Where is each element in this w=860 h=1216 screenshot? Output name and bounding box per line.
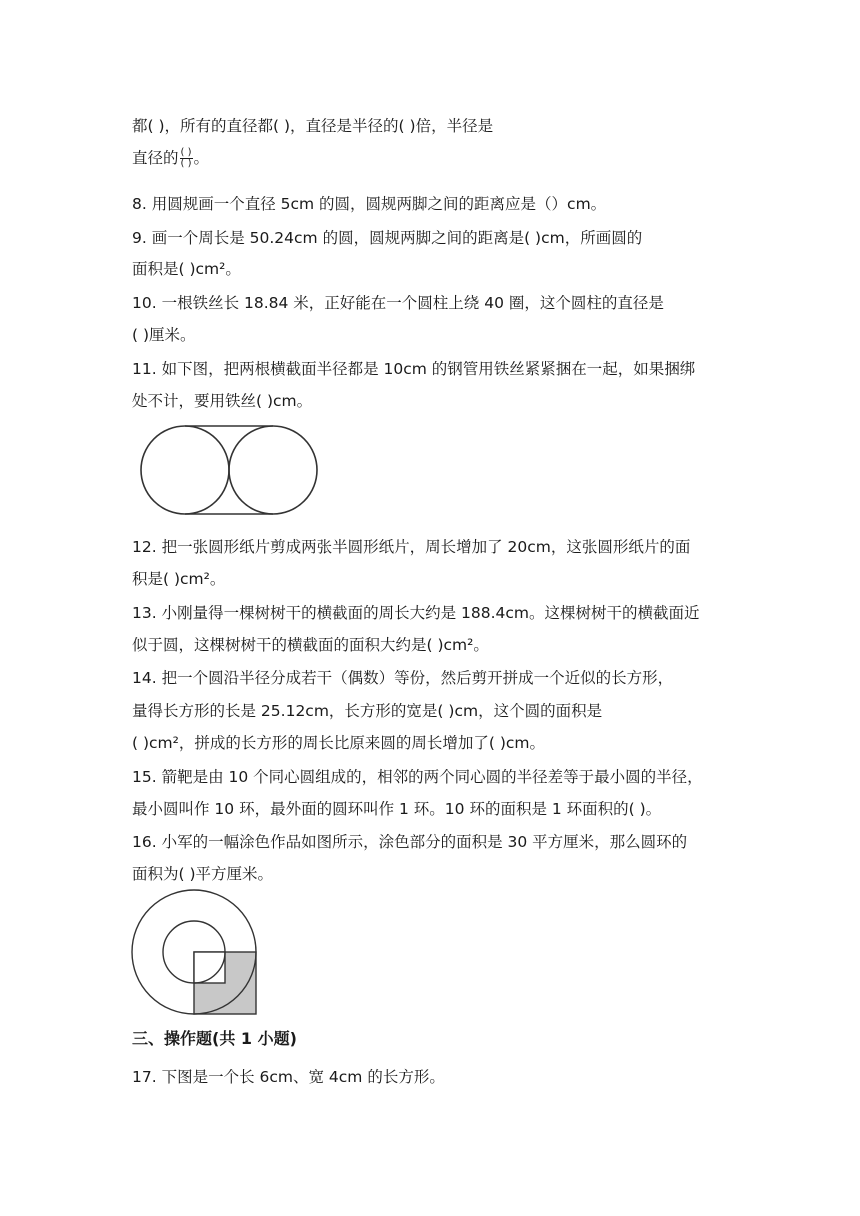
q13-line-2: 似于圆，这棵树树干的横截面的面积大约是( )cm²。 [132,636,489,654]
q17-line-1: 17. 下图是一个长 6cm、宽 4cm 的长方形。 [132,1068,445,1086]
q7-line-2 [132,148,209,169]
fraction-numerator: ( ) [180,147,192,158]
q13-line-1: 13. 小刚量得一棵树树干的横截面的周长大约是 188.4cm。这棵树树干的横截面近 [132,604,700,622]
section-3-heading: 三、操作题(共 1 小题) [132,1029,297,1048]
q15-line-2: 最小圆叫作 10 环，最外面的圆环叫作 1 环。10 环的面积是 1 环面积的( )。 [132,800,662,818]
q9-line-1: 9. 画一个周长是 50.24cm 的圆，圆规两脚之间的距离是( )cm，所画圆的 [132,229,643,247]
q12-line-2: 积是( )cm²。 [132,570,226,588]
q11-line-2: 处不计，要用铁丝( )cm。 [132,392,313,410]
q16-line-1: 16. 小军的一幅涂色作品如图所示，涂色部分的面积是 30 平方厘米，那么圆环的 [132,833,688,851]
q10-line-1: 10. 一根铁丝长 18.84 米，正好能在一个圆柱上绕 40 圈，这个圆柱的直径是 [132,294,664,312]
q14-line-3: ( )cm²，拼成的长方形的周长比原来圆的周长增加了( )cm。 [132,734,545,752]
fraction-denominator: ( ) [180,158,192,169]
right-pipe-circle [229,426,317,514]
half-fraction [180,148,193,169]
q7-line-1: 都( )，所有的直径都( )，直径是半径的( )倍，半径是 [132,117,494,135]
q10-line-2: ( )厘米。 [132,326,196,344]
q14-line-1: 14. 把一个圆沿半径分成若干（偶数）等份，然后剪开拼成一个近似的长方形， [132,669,674,687]
q16-line-2: 面积为( )平方厘米。 [132,865,274,883]
annulus-figure [130,886,260,1016]
q12-line-1: 12. 把一张圆形纸片剪成两张半圆形纸片，周长增加了 20cm，这张圆形纸片的面 [132,538,691,556]
q7-line-2-prefix: 直径的 [132,149,179,167]
q8-line-1: 8. 用圆规画一个直径 5cm 的圆，圆规两脚之间的距离应是（）cm。 [132,195,607,213]
q15-line-1: 15. 箭靶是由 10 个同心圆组成的，相邻的两个同心圆的半径差等于最小圆的半径， [132,768,703,786]
left-pipe-circle [141,426,229,514]
q11-line-1: 11. 如下图，把两根横截面半径都是 10cm 的钢管用铁丝紧紧捆在一起，如果捆绑 [132,360,696,378]
q14-line-2: 量得长方形的长是 25.12cm，长方形的宽是( )cm，这个圆的面积是 [132,702,603,720]
two-pipes-figure [138,424,322,516]
q9-line-2: 面积是( )cm²。 [132,260,241,278]
q7-line-2-suffix: 。 [193,149,210,167]
